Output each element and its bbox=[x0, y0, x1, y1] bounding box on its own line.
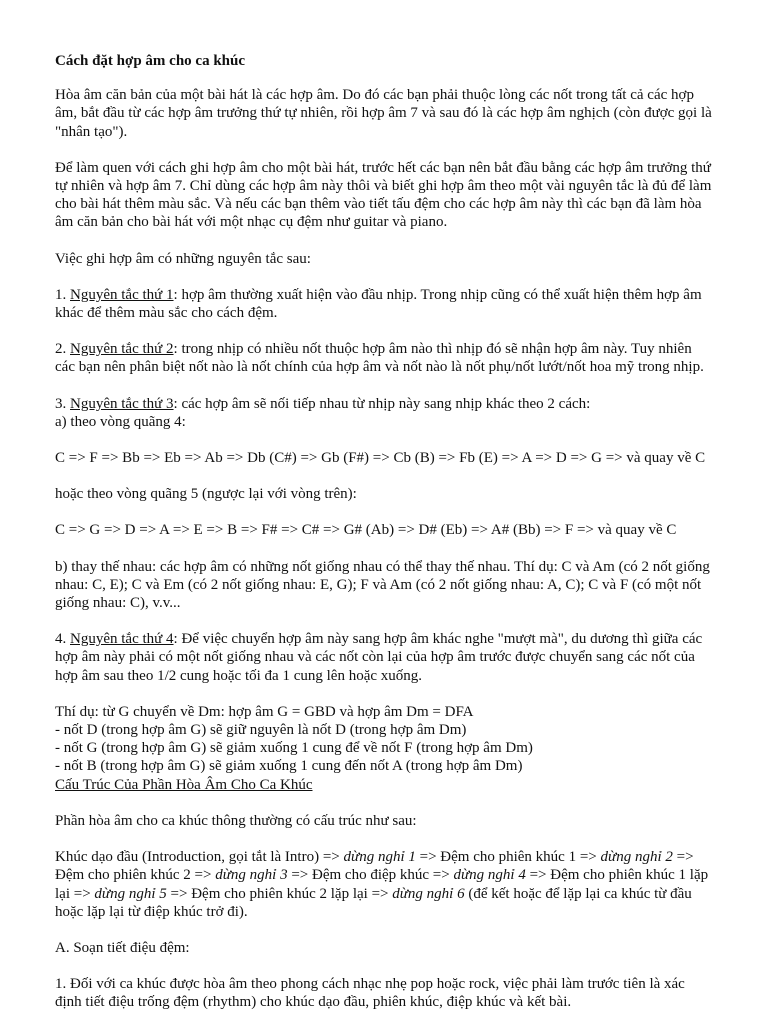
rule-1: 1. Nguyên tắc thứ 1: hợp âm thường xuất hiện vào đầu nhịp. Trong nhịp cũng có thể xuất hiện thêm hợp âm khác để thêm màu sắc cho cách đệm. bbox=[55, 286, 702, 322]
rule-3: 3. Nguyên tắc thứ 3: các hợp âm sẽ nối tiếp nhau từ nhịp này sang nhịp khác theo 2 cách: bbox=[55, 395, 591, 412]
section-a-item-1: 1. Đối với ca khúc được hòa âm theo phong cách nhạc nhẹ pop hoặc rock, việc phải làm trước tiên là xác định tiết điệu trống đệm (rhythm) cho khúc dạo đầu, phiên khúc, điệp khúc và kết bài. bbox=[55, 976, 685, 1011]
example-line: - nốt G (trong hợp âm G) sẽ giảm xuống 1 cung để về nốt F (trong hợp âm Dm) bbox=[55, 740, 533, 757]
structure-sequence: Khúc dạo đầu (Introduction, gọi tắt là Intro) => dừng nghỉ 1 => Đệm cho phiên khúc 1 => dừng nghỉ 2 => Đệm cho phiên khúc 2 => dừng nghỉ 3 => Đệm cho điệp khúc => dừng nghỉ 4 => Đệm cho phiên khúc 1 lặp lại => dừng nghỉ 5 => Đệm cho phiên khúc 2 lặp lại => dừng nghỉ 6 (để kết hoặc để lặp lại ca khúc từ đầu hoặc lặp lại từ điệp khúc trở đi). bbox=[55, 849, 709, 920]
circle-of-fourths: C => F => Bb => Eb => Ab => Db (C#) => Gb (F#) => Cb (B) => Fb (E) => A => D => G => và quay về C bbox=[55, 450, 706, 467]
example-block bbox=[55, 703, 714, 776]
example-line: - nốt B (trong hợp âm G) sẽ giảm xuống 1 cung đến nốt A (trong hợp âm Dm) bbox=[55, 758, 523, 775]
circle-of-fifths: C => G => D => A => E => B => F# => C# => G# (Ab) => D# (Eb) => A# (Bb) => F => và quay về C bbox=[55, 522, 677, 539]
example-line: - nốt D (trong hợp âm G) sẽ giữ nguyên là nốt D (trong hợp âm Dm) bbox=[55, 722, 467, 739]
rule-3-option-b: b) thay thế nhau: các hợp âm có những nốt giống nhau có thể thay thế nhau. Thí dụ: C và Am (có 2 nốt giống nhau: C, E); C và Em (có 2 nốt giống nhau: E, G); F và Am (có 2 nốt giống nhau: A, C); C và F (có một nốt giống nhau: C), v.v... bbox=[55, 558, 710, 612]
paragraph-intro: Hòa âm căn bản của một bài hát là các hợp âm. Do đó các bạn phải thuộc lòng các nốt trong tất cả các hợp âm, bắt đầu từ các hợp âm trưởng thứ tự nhiên, rồi hợp âm 7 và sau đó là các hợp âm nghịch (còn được gọi là "nhân tạo"). bbox=[55, 87, 712, 140]
section-a-heading: A. Soạn tiết điệu đệm: bbox=[55, 939, 190, 956]
rule-2: 2. Nguyên tắc thứ 2: trong nhịp có nhiều nốt thuộc hợp âm nào thì nhịp đó sẽ nhận hợp âm này. Tuy nhiên các bạn nên phân biệt nốt nào là nốt chính của hợp âm và nốt nào là nốt phụ/nốt lướt/nốt hoa mỹ trong nhịp. bbox=[55, 341, 704, 376]
rule-3-option-a: a) theo vòng quãng 4: bbox=[55, 413, 186, 430]
paragraph-rules-intro: Việc ghi hợp âm có những nguyên tắc sau: bbox=[55, 250, 311, 267]
rule-4: 4. Nguyên tắc thứ 4: Để việc chuyển hợp âm này sang hợp âm khác nghe "mượt mà", du dương thì giữa các hợp âm này phải có một nốt giống nhau và các nốt còn lại của hợp âm trước được chuyển sang các nốt của hợp âm sau theo 1/2 cung hoặc tối đa 1 cung lên hoặc xuống. bbox=[55, 631, 703, 684]
structure-intro: Phần hòa âm cho ca khúc thông thường có cấu trúc như sau: bbox=[55, 812, 417, 829]
doc-title: Cách đặt hợp âm cho ca khúc bbox=[55, 53, 245, 69]
rule-4-label: Nguyên tắc thứ 4 bbox=[70, 631, 174, 648]
paragraph-getting-started: Để làm quen với cách ghi hợp âm cho một bài hát, trước hết các bạn nên bắt đầu bằng các hợp âm trưởng thứ tự nhiên và hợp âm 7. Chỉ dùng các hợp âm này thôi và biết ghi hợp âm theo một vài nguyên tắc là đủ để làm cho bài hát thêm màu sắc. Và nếu các bạn thêm vào tiết tấu đệm cho các hợp âm này thì các bạn đã làm hòa âm căn bản cho bài hát với một nhạc cụ đệm như guitar và piano. bbox=[55, 159, 712, 231]
circle-of-fifths-intro: hoặc theo vòng quãng 5 (ngược lại với vòng trên): bbox=[55, 486, 357, 503]
rule-1-label: Nguyên tắc thứ 1 bbox=[70, 286, 174, 303]
example-line: Thí dụ: từ G chuyển về Dm: hợp âm G = GBD và hợp âm Dm = DFA bbox=[55, 703, 474, 720]
rule-2-label: Nguyên tắc thứ 2 bbox=[70, 341, 174, 358]
rule-3-label: Nguyên tắc thứ 3 bbox=[70, 395, 174, 412]
structure-heading: Cấu Trúc Của Phần Hòa Âm Cho Ca Khúc bbox=[55, 776, 313, 793]
